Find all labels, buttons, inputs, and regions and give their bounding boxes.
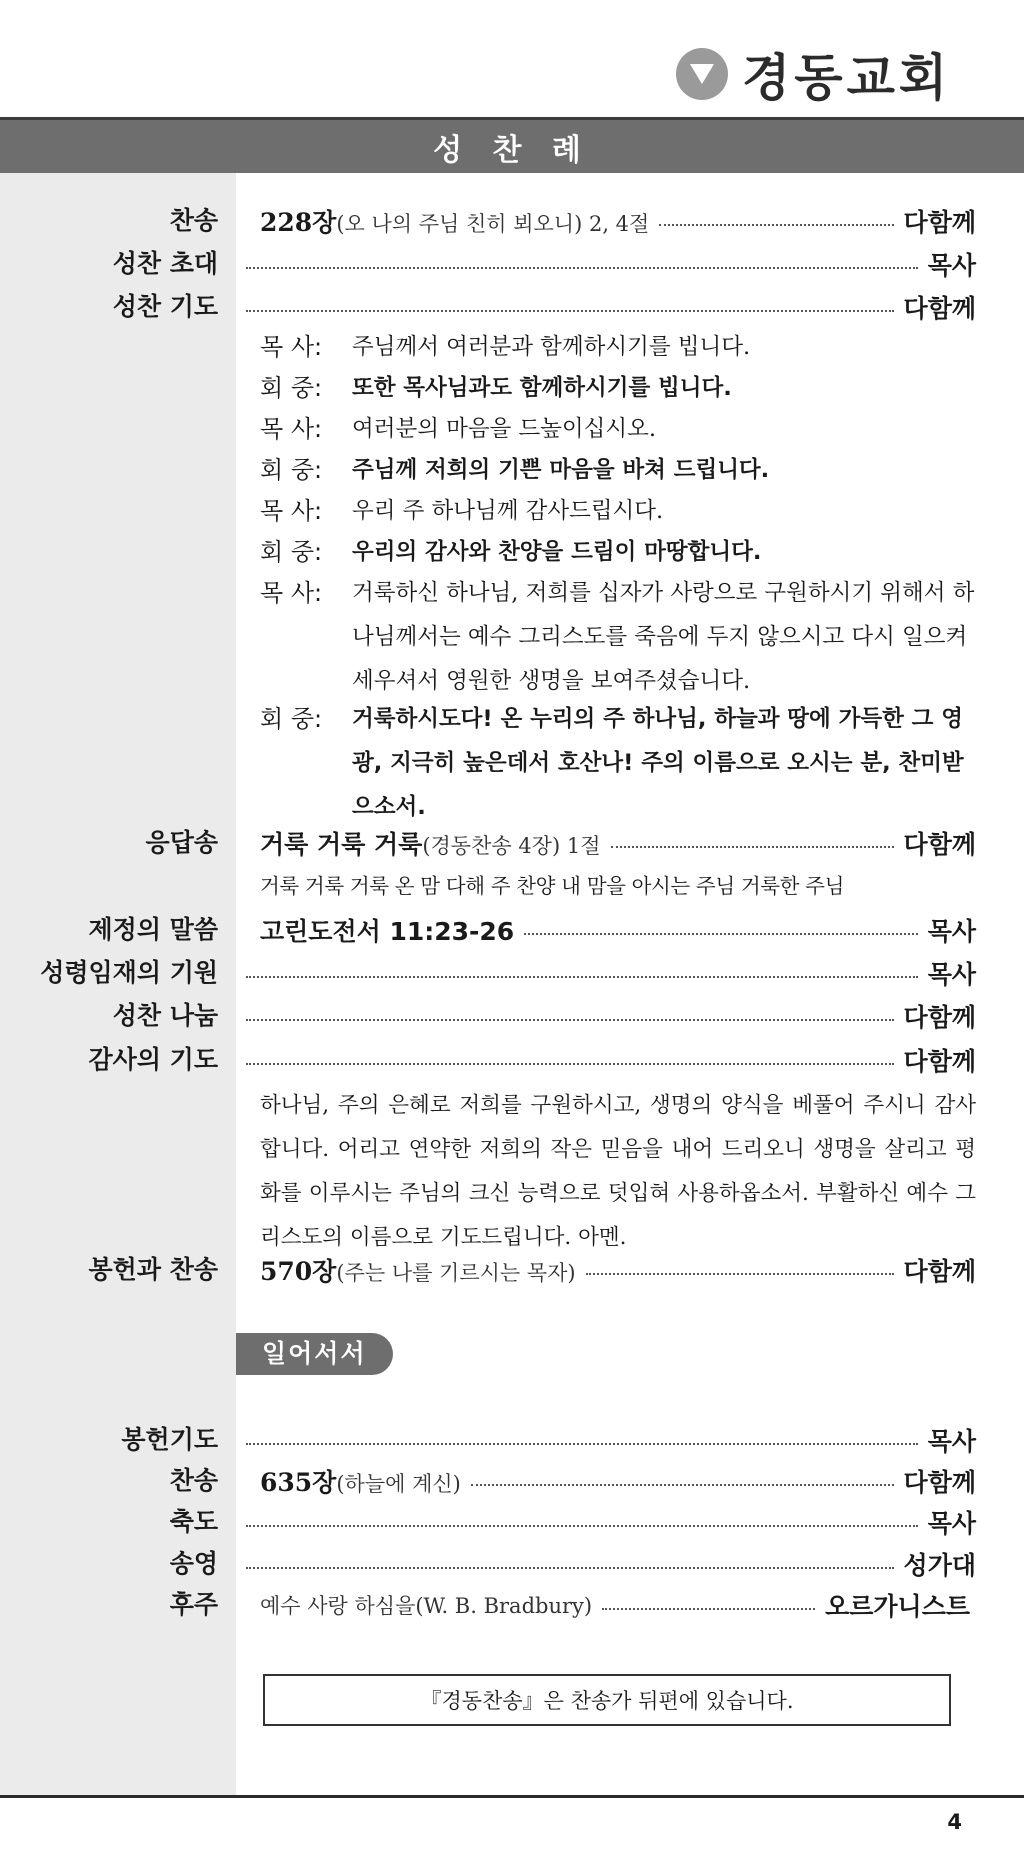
hymn-detail: (경동찬송 4장) 1절 [422,834,601,858]
order-role: 다함께 [903,208,976,237]
dialogue-line [260,366,976,410]
order-content [236,995,976,1037]
order-label: 찬송 [169,206,218,235]
hymn-reference [260,1252,576,1288]
speaker: 회 중: [260,374,323,402]
order-content [236,1501,976,1543]
postlude-title: 예수 사랑 하심을(W. B. Bradbury) [260,1594,593,1618]
order-row-doxology [0,1543,1024,1585]
order-content [236,1039,976,1081]
order-role: 다함께 [903,1468,976,1497]
hymn-detail: (하늘에 계신) [336,1472,461,1496]
order-row-hymn-2 [0,1460,1024,1502]
dialogue-text: 거룩하시도다! 온 누리의 주 하나님, 하늘과 땅에 가득한 그 영광, 지극히 높은데서 호산나! 주의 이름으로 오시는 분, 찬미받으소서. [352,706,964,820]
order-content [236,1543,976,1585]
dialogue-text: 우리 주 하나님께 감사드립시다. [352,498,664,524]
order-label: 성령임재의 기원 [40,958,218,987]
order-role: 성가대 [903,1551,976,1580]
order-content [260,1249,976,1291]
order-role: 목사 [927,960,976,989]
order-role: 다함께 [903,830,976,859]
dialogue-line [260,697,976,829]
order-row-response [0,822,1024,864]
order-label: 후주 [169,1590,218,1619]
order-content [236,243,976,285]
speaker: 회 중: [260,705,323,733]
order-content [260,909,976,951]
dialogue-line [260,407,976,451]
order-content [236,286,976,328]
order-role: 목사 [927,917,976,946]
postlude-piece [260,1590,592,1620]
hymn-title: 거룩 거룩 거룩 [260,830,423,859]
order-role: 다함께 [903,1003,976,1032]
standing-indicator: 일어서서 [236,1333,393,1375]
leader-dots [246,1525,918,1527]
footer-divider [0,1795,1024,1798]
order-row-benediction [0,1501,1024,1543]
response-lyrics: 거룩 거룩 거룩 온 맘 다해 주 찬양 내 맘을 아시는 주님 거룩한 주님 [260,874,844,898]
order-label: 찬송 [169,1466,218,1495]
order-label: 제정의 말씀 [88,915,218,944]
order-content [260,200,976,242]
order-row-prayer [0,286,1024,328]
section-title-band [0,117,1024,173]
order-role: 다함께 [903,294,976,323]
order-role: 다함께 [903,1047,976,1076]
order-content [260,1460,976,1502]
speaker: 목 사: [260,333,323,361]
speaker: 목 사: [260,579,323,607]
dialogue-text: 거룩하신 하나님, 저희를 십자가 사랑으로 구원하시기 위해서 하나님께서는 예수 그리스도를 죽음에 두지 않으시고 다시 일으켜 세우셔서 영원한 생명을 보여주셨습니다. [352,580,975,694]
leader-dots [524,933,917,935]
speaker: 목 사: [260,415,323,443]
order-row-epiclesis [0,952,1024,994]
order-row-thanks [0,1039,1024,1081]
dialogue-text: 우리의 감사와 찬양을 드림이 마땅합니다. [352,539,762,565]
speaker: 목 사: [260,497,323,525]
order-row-institution [0,909,1024,951]
order-content [236,952,976,994]
leader-dots [659,224,893,226]
church-logo [676,44,952,107]
speaker: 회 중: [260,538,323,566]
order-label: 송영 [169,1549,218,1578]
order-label: 응답송 [145,828,218,857]
hymn-detail: (오 나의 주님 친히 뵈오니) 2, 4절 [336,212,650,236]
church-name: 경동교회 [742,49,952,107]
order-row-offering-hymn [0,1249,1024,1291]
dialogue-line [260,489,976,533]
dialogue-line [260,571,976,703]
page-number: 4 [947,1810,962,1834]
dialogue-text: 여러분의 마음을 드높이십시오. [352,416,657,442]
section-title: 성 찬 례 [433,132,591,168]
order-label: 성찬 나눔 [112,1001,218,1030]
order-content [260,822,976,864]
thanks-prayer-text: 하나님, 주의 은혜로 저희를 구원하시고, 생명의 양식을 베풀어 주시니 감사합니다. 어리고 연약한 저희의 작은 믿음을 내어 드리오니 생명을 살리고 평화를 이루시는 주님의 크신 능력으로 덧입혀 사용하옵소서. 부활하신 예수 그리스도의 이름으로 기도드립니다. 아멘. [260,1093,976,1250]
hymn-number: 228장 [260,208,337,237]
hymn-number: 570장 [260,1257,337,1286]
scripture-reference [260,912,514,948]
order-role: 오르가니스트 [825,1592,970,1621]
hymn-number: 635장 [260,1468,337,1497]
order-role: 다함께 [903,1257,976,1286]
hymn-reference [260,825,601,861]
order-label: 축도 [169,1507,218,1536]
dialogue-text: 주님께 저희의 기쁜 마음을 바쳐 드립니다. [352,457,770,483]
dialogue-line [260,325,976,369]
order-label: 감사의 기도 [88,1045,218,1074]
order-content [260,1584,970,1626]
order-row-invite [0,243,1024,285]
order-row-hymn-1 [0,200,1024,242]
order-label: 봉헌과 찬송 [88,1255,218,1284]
order-content [236,1419,976,1461]
dialogue-text: 또한 목사님과도 함께하시기를 빕니다. [352,375,732,401]
order-row-sharing [0,995,1024,1037]
order-label: 성찬 초대 [112,249,218,278]
leader-dots [471,1484,894,1486]
order-role: 목사 [927,1509,976,1538]
church-emblem-icon [676,48,728,100]
leader-dots [586,1273,894,1275]
dialogue-text: 주님께서 여러분과 함께하시기를 빕니다. [352,334,751,360]
dialogue-line [260,448,976,492]
order-label: 성찬 기도 [112,292,218,321]
order-label: 봉헌기도 [121,1425,218,1454]
leader-dots [246,1443,918,1445]
speaker: 회 중: [260,456,323,484]
order-role: 목사 [927,251,976,280]
hymn-detail: (주는 나를 기르시는 목자) [336,1261,576,1285]
scripture-text: 고린도전서 11:23-26 [260,917,515,946]
leader-dots [246,976,918,978]
order-row-postlude [0,1584,1024,1626]
order-row-offering-prayer [0,1419,1024,1461]
leader-dots [246,310,894,312]
hymn-reference [260,1463,461,1499]
dialogue-line [260,530,976,574]
order-role: 목사 [927,1427,976,1456]
leader-dots [246,1063,894,1065]
leader-dots [246,1019,894,1021]
leader-dots [246,267,918,269]
leader-dots [611,846,894,848]
hymn-reference [260,203,649,239]
leader-dots [246,1567,894,1569]
leader-dots [602,1608,815,1610]
hymnal-notice: 『경동찬송』은 찬송가 뒤편에 있습니다. [263,1674,951,1726]
